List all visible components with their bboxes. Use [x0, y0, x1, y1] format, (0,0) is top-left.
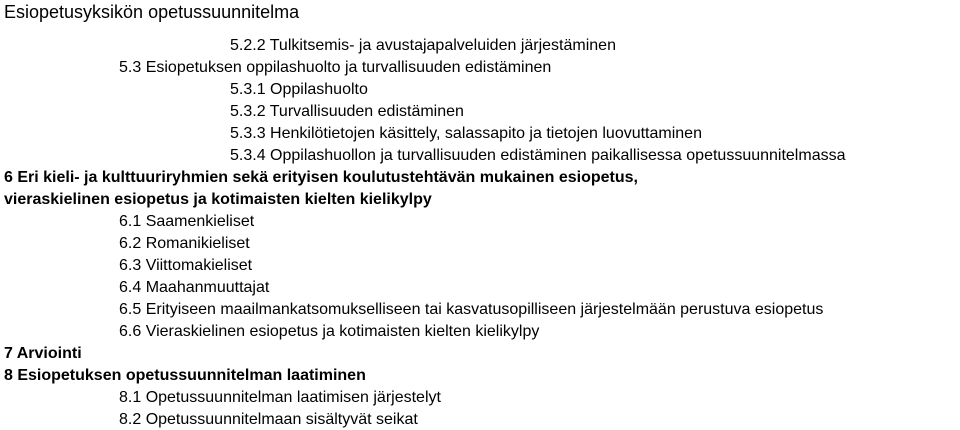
page-title: Esiopetusyksikön opetussuunnitelma [4, 2, 300, 22]
toc-entry-5-3-2[interactable]: 5.3.2 Turvallisuuden edistäminen [230, 103, 464, 120]
toc-entry-6-1[interactable]: 6.1 Saamenkieliset [119, 213, 255, 230]
toc-entry-6-5[interactable]: 6.5 Erityiseen maailmankatsomukselliseen tai kasvatusopilliseen järjestelmään perustuva esiopetus [119, 301, 824, 318]
toc-entry-6-2[interactable]: 6.2 Romanikieliset [119, 235, 250, 252]
toc-entry-6-4[interactable]: 6.4 Maahanmuuttajat [119, 279, 270, 296]
toc-entry-6-3[interactable]: 6.3 Viittomakieliset [119, 257, 253, 274]
toc-entry-6-continued[interactable]: vieraskielinen esiopetus ja kotimaisten kielten kielikylpy [4, 191, 432, 208]
toc-entry-5-3-4[interactable]: 5.3.4 Oppilashuollon ja turvallisuuden edistäminen paikallisessa opetussuunnitelmassa [230, 147, 846, 164]
toc-entry-6[interactable]: 6 Eri kieli- ja kulttuuriryhmien sekä erityisen koulutustehtävän mukainen esiopetus, [4, 169, 638, 186]
toc-entry-8-1[interactable]: 8.1 Opetussuunnitelman laatimisen järjestelyt [119, 389, 441, 406]
toc-entry-6-6[interactable]: 6.6 Vieraskielinen esiopetus ja kotimaisten kielten kielikylpy [119, 323, 540, 340]
toc-entry-5-3-1[interactable]: 5.3.1 Oppilashuolto [230, 81, 368, 98]
toc-entry-5-3[interactable]: 5.3 Esiopetuksen oppilashuolto ja turvallisuuden edistäminen [119, 59, 552, 76]
toc-entry-5-3-3[interactable]: 5.3.3 Henkilötietojen käsittely, salassapito ja tietojen luovuttaminen [230, 125, 702, 142]
toc-entry-7[interactable]: 7 Arviointi [4, 345, 82, 362]
toc-entry-5-2-2[interactable]: 5.2.2 Tulkitsemis- ja avustajapalveluiden järjestäminen [230, 37, 616, 54]
toc-entry-8[interactable]: 8 Esiopetuksen opetussuunnitelman laatiminen [4, 367, 366, 384]
toc-entry-8-2[interactable]: 8.2 Opetussuunnitelmaan sisältyvät seikat [119, 411, 418, 428]
